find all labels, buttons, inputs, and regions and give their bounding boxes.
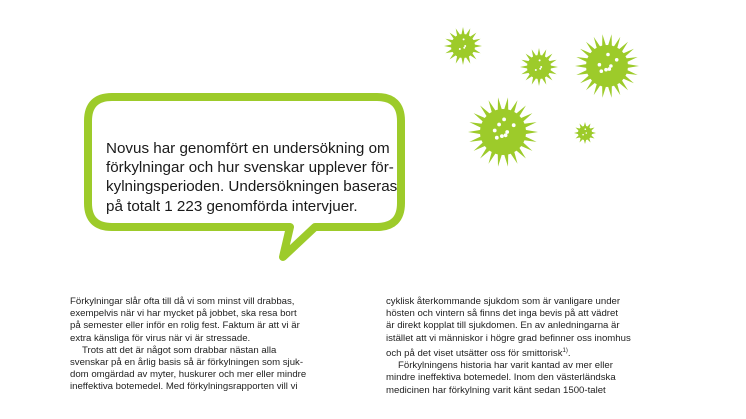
text-line: mindre ineffektiva botemedel. Inom den västerländska (386, 372, 616, 384)
text-line: Trots att det är något som drabbar nästan alla (82, 344, 277, 356)
callout-line: kylningsperioden. Undersökningen baseras (106, 178, 398, 196)
text-line: cyklisk återkommande sjukdom som är vanligare under (386, 296, 621, 307)
text-line: extra känsliga för virus när vi är stressade. (70, 332, 251, 344)
virus-icon (520, 48, 558, 86)
right-paragraph-2 (386, 360, 676, 397)
virus-icon (575, 34, 639, 97)
virus-icon (444, 27, 482, 65)
text-line: dom omgärdad av myter, huskurer och mer eller mindre (70, 369, 307, 381)
left-column (70, 296, 360, 394)
right-column (386, 296, 676, 397)
text-line: Förkylningar slår ofta till då vi som minst vill drabbas, (70, 296, 295, 307)
callout-line: på totalt 1 223 genomförda intervjuer. (106, 197, 358, 215)
callout-line: Novus har genomfört en undersökning om (106, 140, 390, 157)
callout-text (106, 139, 406, 216)
text-line: Förkylningens historia har varit kantad av mer eller (398, 360, 613, 372)
sentence-end: . (567, 348, 571, 359)
text-line: exempelvis när vi har mycket på jobbet, ska resa bort (70, 308, 297, 320)
text-line: ineffektiva botemedel. Med förkylningsrapporten vill vi (70, 381, 298, 393)
virus-cluster (444, 27, 639, 167)
footnote-marker: 1) (562, 347, 568, 354)
text-line: medicinen har förkylning varit känt sedan 1500-talet (386, 384, 606, 396)
virus-icon (574, 122, 596, 144)
text-line: istället att vi människor i högre grad befinner oss inomhus (386, 332, 631, 344)
left-paragraph-2 (70, 345, 360, 394)
text-line: hösten och vintern så finns det inga bevis på att vädret (386, 308, 618, 320)
text-line: och på det viset utsätter oss för smittorisk (386, 348, 563, 359)
text-line: är direkt kopplat till sjukdomen. En av anledningarna är (386, 320, 620, 332)
virus-icon (468, 97, 538, 166)
text-line: svenskar på en årlig basis så är förkylningen som sjuk- (70, 357, 304, 369)
text-line: på semester eller inför en rolig fest. Faktum är att vi är (70, 320, 300, 332)
right-paragraph-1 (386, 296, 676, 360)
callout-line: förkylningar och hur svenskar upplever för- (106, 159, 394, 177)
left-paragraph-1 (70, 296, 360, 345)
